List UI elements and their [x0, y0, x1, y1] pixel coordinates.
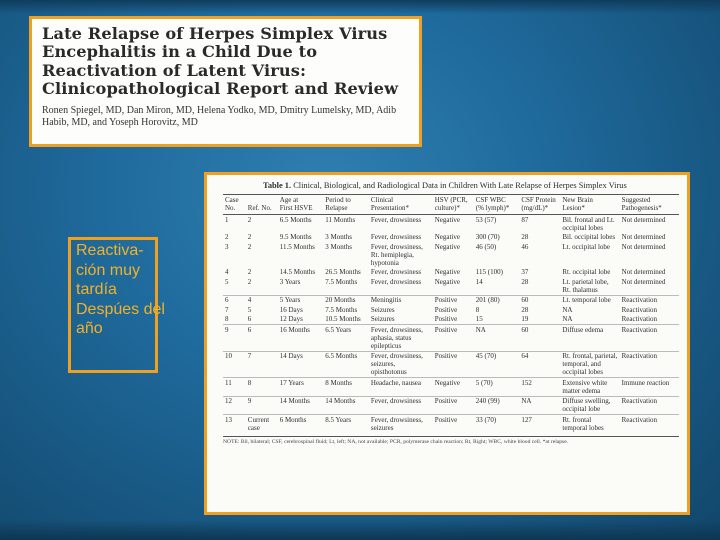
table-cell: Reactivation: [621, 315, 658, 323]
table-row: [223, 242, 679, 268]
table-cell: Fever, drowsiness: [369, 396, 433, 415]
table-row: [223, 268, 679, 278]
table-cell: Diffuse swelling, occipital lobe: [560, 396, 619, 415]
table-cell: 240 (99): [474, 396, 520, 415]
table-header-cell: Age at First HSVE: [278, 195, 324, 215]
table-cell: Fever, drowsiness: [370, 233, 422, 241]
table-cell: Reactivation: [620, 351, 679, 378]
table-cell: 8.5 Years: [323, 415, 369, 433]
table-caption-text: Clinical, Biological, and Radiological Data in Children With Late Relapse of Herpes Simplex Virus: [293, 181, 627, 190]
table-cell: 8: [475, 305, 480, 314]
table-cell: Fever, drowsiness: [370, 268, 422, 276]
table-cell: Seizures: [370, 305, 395, 314]
table-cell: Current case: [246, 415, 278, 433]
table-header-cell: Case No.: [223, 195, 246, 215]
table-label: Table 1.: [263, 181, 292, 190]
table-header-cell: HSV (PCR, culture)*: [433, 195, 474, 215]
table-cell: 28: [521, 233, 529, 241]
table-cell: Not determined: [621, 277, 666, 286]
table-cell: 7.5 Months: [325, 305, 358, 314]
table-cell: Negative: [434, 268, 460, 276]
table-cell: 7.5 Months: [325, 277, 358, 286]
table-header-cell: CSF Protein (mg/dL)*: [519, 195, 560, 215]
table-cell: 28: [521, 277, 529, 286]
table-cell: Reactivation: [620, 325, 679, 352]
table-cell: Not determined: [621, 268, 666, 276]
table-cell: 64: [519, 351, 560, 378]
table-cell: 45 (70): [474, 351, 520, 378]
table-cell: Lt. parietal lobe, Rt. thalamus: [562, 277, 609, 294]
table-cell: 2: [247, 242, 252, 251]
table-header-cell: New Brain Lesion*: [560, 195, 619, 215]
table-cell: Not determined: [621, 242, 666, 251]
table-cell: 2: [247, 268, 252, 276]
table-cell: NA: [562, 305, 573, 314]
table-cell: NA: [519, 396, 560, 415]
table-cell: Extensive white matter edema: [560, 378, 619, 397]
table-row: [223, 215, 679, 233]
table-cell: 6.5 Months: [323, 351, 369, 378]
table-cell: 1: [225, 215, 229, 224]
table-cell: 14 Days: [278, 351, 324, 378]
table-cell: 7: [225, 305, 229, 314]
table-cell: Positive: [433, 396, 474, 415]
table-cell: 7: [246, 351, 278, 378]
table-cell: 8 Months: [323, 378, 369, 397]
table-cell: 17 Years: [278, 378, 324, 397]
table-cell: Negative: [434, 277, 460, 286]
table-cell: Rt. frontal, parietal, temporal, and occipital lobes: [560, 351, 619, 378]
table-cell: 3 Months: [325, 242, 352, 251]
table-cell: Positive: [434, 315, 458, 323]
table-cell: Seizures: [370, 315, 395, 323]
table-cell: Reactivation: [620, 396, 679, 415]
table-cell: 127: [519, 415, 560, 433]
table-row: [223, 295, 679, 305]
table-cell: Bil. frontal and Lt. occipital lobes: [562, 215, 615, 232]
table-cell: Not determined: [621, 215, 666, 224]
table-row: [223, 233, 679, 243]
table-cell: 14: [475, 277, 483, 286]
table-cell: Fever, drowsiness: [370, 277, 422, 286]
table-header-cell: CSF WBC (% lymph)*: [474, 195, 520, 215]
table-row: [223, 277, 679, 295]
table-cell: Reactivation: [621, 305, 658, 314]
table-cell: 28: [521, 305, 529, 314]
paper-title: Late Relapse of Herpes Simplex Virus Encephalitis in a Child Due to Reactivation of Latent Virus: Clinicopathological Report and Review: [42, 24, 399, 99]
table-row: [223, 415, 679, 433]
paper-authors: Ronen Spiegel, MD, Dan Miron, MD, Helena Yodko, MD, Dmitry Lumelsky, MD, Adib Habib, MD, and Yoseph Horovitz, MD: [42, 104, 397, 129]
table-cell: 12 Days: [279, 315, 303, 323]
table-cell: Fever, drowsiness, aphasia, status epilepticus: [369, 325, 433, 352]
table-cell: 115 (100): [475, 268, 503, 276]
table-footnote: NOTE: Bil, bilateral; CSF, cerebrospinal fluid; Lt, left; NA, not available; PCR, polymerase chain reaction; Rt, Right; WBC, white blood cell. *at relapse.: [223, 436, 679, 446]
table-cell: 10: [223, 351, 246, 378]
top-shadow-band: [0, 0, 720, 14]
table-cell: 6 Months: [278, 415, 324, 433]
table-row: [223, 396, 679, 415]
table-cell: Positive: [433, 351, 474, 378]
table-cell: 2: [247, 277, 252, 286]
table-cell: Fever, drowsiness, Rt. hemiplegia, hypotonia: [370, 242, 423, 267]
table-cell: Negative: [434, 233, 460, 241]
table-header-cell: Period to Relapse: [323, 195, 369, 215]
table-cell: Headache, nausea: [369, 378, 433, 397]
table-cell: Meningitis: [369, 295, 433, 305]
table-header-cell: Suggested Pathogenesis*: [620, 195, 679, 215]
table-cell: 4: [225, 268, 229, 276]
table-cell: 8: [246, 378, 278, 397]
table-cell: NA: [562, 315, 573, 323]
table-row: [223, 351, 679, 378]
table-cell: Rt. frontal temporal lobes: [560, 415, 619, 433]
table-cell: 13: [223, 415, 246, 433]
table-cell: Bil. occipital lobes: [562, 233, 616, 241]
table-cell: 60: [519, 295, 560, 305]
table-row: [223, 378, 679, 397]
table-cell: 16 Days: [279, 305, 303, 314]
table-cell: 9: [246, 396, 278, 415]
table-cell: 6.5 Years: [323, 325, 369, 352]
table-cell: 3 Months: [325, 233, 352, 241]
table-cell: 5: [225, 277, 229, 286]
table-cell: 3 Years: [279, 277, 301, 286]
table-cell: 2: [247, 233, 252, 241]
table-cell: 8: [225, 315, 229, 323]
table-cell: 152: [519, 378, 560, 397]
table-cell: 11: [223, 378, 246, 397]
table-cell: Negative: [434, 242, 460, 251]
table-cell: Lt. temporal lobe: [560, 295, 619, 305]
table-cell: 3: [225, 242, 229, 251]
table-cell: 53 (57): [475, 215, 497, 224]
table-cell: 201 (80): [474, 295, 520, 305]
table-cell: Lt. occipital lobe: [562, 242, 610, 251]
table-cell: 6: [247, 315, 252, 323]
table-cell: 4: [246, 295, 278, 305]
table-caption: [263, 181, 679, 190]
table-cell: 14 Months: [278, 396, 324, 415]
table-cell: Positive: [433, 295, 474, 305]
table-cell: Not determined: [621, 233, 666, 241]
table-cell: 33 (70): [474, 415, 520, 433]
clinical-data-table-card: [204, 172, 690, 515]
table-cell: Fever, drowsiness: [370, 215, 422, 224]
table-cell: 60: [519, 325, 560, 352]
table-cell: Fever, drowsiness, seizures: [369, 415, 433, 433]
table-cell: 12: [223, 396, 246, 415]
table-cell: 5 Years: [278, 295, 324, 305]
table-cell: 14 Months: [323, 396, 369, 415]
table-cell: 5 (70): [474, 378, 520, 397]
table-cell: NA: [474, 325, 520, 352]
table-cell: 15: [475, 315, 483, 323]
table-cell: 300 (70): [475, 233, 500, 241]
paper-title-card: [29, 16, 422, 147]
table-header-cell: Clinical Presentation*: [369, 195, 433, 215]
table-body: [223, 215, 679, 433]
table-cell: 9.5 Months: [279, 233, 312, 241]
table-row: [223, 325, 679, 352]
table-cell: 16 Months: [278, 325, 324, 352]
table-cell: 87: [521, 215, 529, 224]
table-cell: 46 (50): [475, 242, 497, 251]
table-cell: Negative: [433, 378, 474, 397]
table-cell: Immune reaction: [620, 378, 679, 397]
table-cell: Negative: [434, 215, 460, 224]
table-cell: 11 Months: [325, 215, 356, 224]
table-cell: 5: [247, 305, 252, 314]
table-cell: Reactivation: [620, 295, 679, 305]
table-header-cell: Ref. No.: [246, 195, 278, 215]
table-cell: 6: [246, 325, 278, 352]
table-cell: Fever, drowsiness, seizures, opisthotonus: [369, 351, 433, 378]
table-cell: 2: [225, 233, 229, 241]
table-header-row: [223, 195, 679, 215]
table-row: [223, 315, 679, 325]
table-cell: Positive: [433, 415, 474, 433]
table-cell: Diffuse edema: [560, 325, 619, 352]
clinical-data-table: [223, 194, 679, 433]
table-cell: 14.5 Months: [279, 268, 316, 276]
table-cell: Positive: [434, 305, 458, 314]
bottom-shadow-band: [0, 520, 720, 540]
table-cell: 19: [521, 315, 529, 323]
highlight-note-text: Reactiva- ción muy tardía Despúes del año: [76, 242, 165, 337]
table-cell: 37: [521, 268, 529, 276]
table-cell: 26.5 Months: [325, 268, 361, 276]
table-cell: 11.5 Months: [279, 242, 315, 251]
table-cell: Positive: [433, 325, 474, 352]
table-cell: 2: [247, 215, 252, 224]
table-cell: 46: [521, 242, 529, 251]
table-cell: 10.5 Months: [325, 315, 361, 323]
table-cell: 9: [223, 325, 246, 352]
table-row: [223, 305, 679, 315]
table-cell: 6.5 Months: [279, 215, 312, 224]
table-cell: 20 Months: [323, 295, 369, 305]
table-cell: Reactivation: [620, 415, 679, 433]
table-cell: 6: [223, 295, 246, 305]
table-cell: Rt. occipital lobe: [562, 268, 611, 276]
